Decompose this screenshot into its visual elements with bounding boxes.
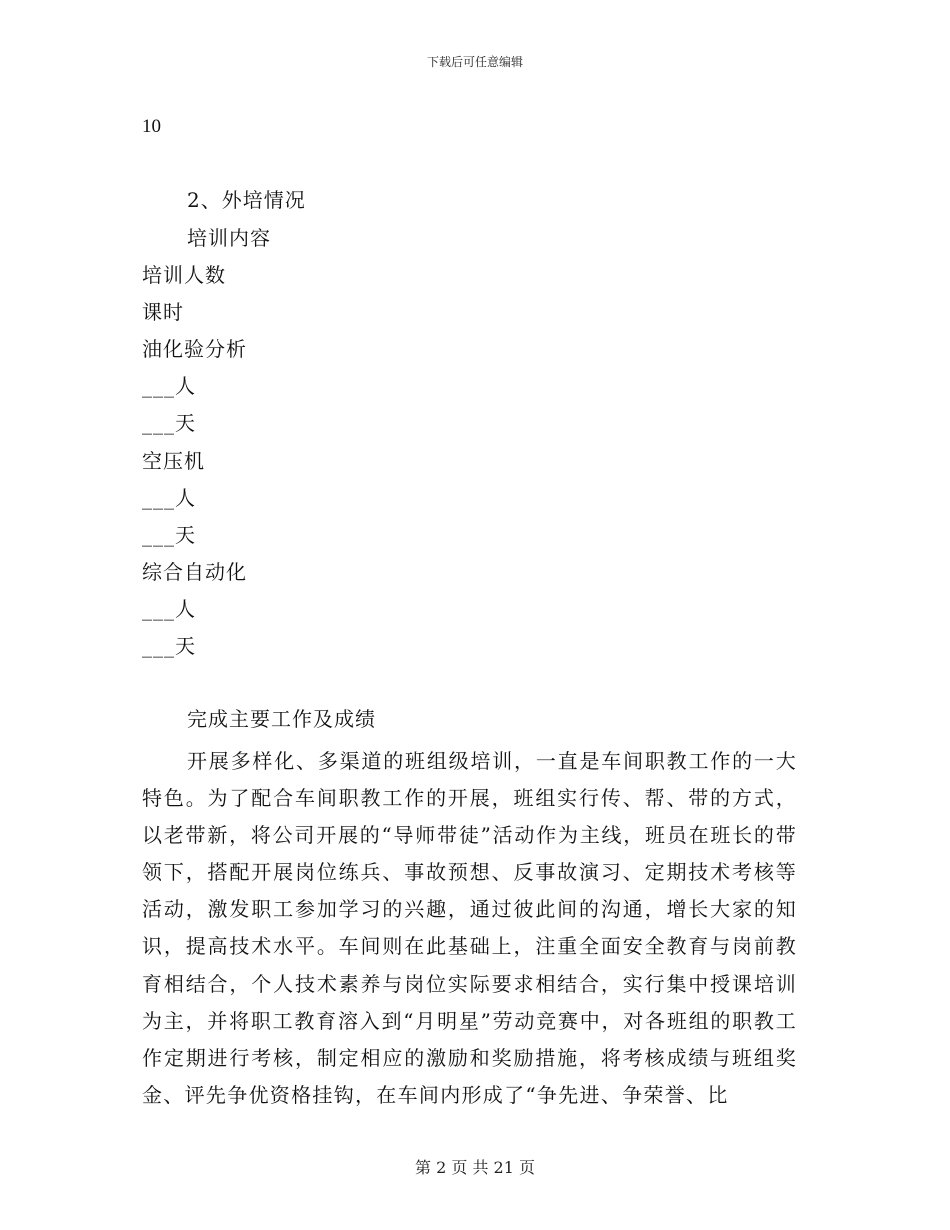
training-item-people: ___人: [142, 374, 196, 398]
training-item-days: ___天: [142, 523, 196, 547]
training-item-people: ___人: [142, 597, 196, 621]
training-item-name: 空压机: [142, 449, 205, 473]
column-header-people: 培训人数: [142, 263, 226, 287]
training-item-name: 油化验分析: [142, 337, 247, 361]
page-header-note: 下载后可任意编辑: [426, 55, 523, 69]
page-footer: 第 2 页 共 21 页: [415, 1158, 535, 1177]
training-item-days: ___天: [142, 634, 196, 658]
training-item-days: ___天: [142, 411, 196, 435]
column-header-hours: 课时: [142, 300, 184, 324]
work-paragraph: 开展多样化、多渠道的班组级培训，一直是车间职教工作的一大特色。为了配合车间职教工作的开展，班组实行传、帮、带的方式，以老带新，将公司开展的“导师带徒”活动作为主线，班员在班长的带领下，搭配开展岗位练兵、事故预想、反事故演习、定期技术考核等活动，激发职工参加学习的兴趣，通过彼此间的沟通，增长大家的知识，提高技术水平。车间则在此基础上，注重全面安全教育与岗前教育相结合，个人技术素养与岗位实际要求相结合，实行集中授课培训为主，并将职工教育溶入到“月明星”劳动竞赛中，对各班组的职教工作定期进行考核，制定相应的激励和奖励措施，将考核成绩与班组奖金、评先争优资格挂钩，在车间内形成了“争先进、争荣誉、比: [142, 749, 797, 1107]
training-item-name: 综合自动化: [142, 560, 247, 584]
top-number: 10: [142, 116, 161, 137]
section-title: 2、外培情况: [187, 188, 306, 212]
training-item-people: ___人: [142, 486, 196, 510]
work-section-title: 完成主要工作及成绩: [187, 707, 376, 731]
column-header-content: 培训内容: [187, 226, 271, 250]
